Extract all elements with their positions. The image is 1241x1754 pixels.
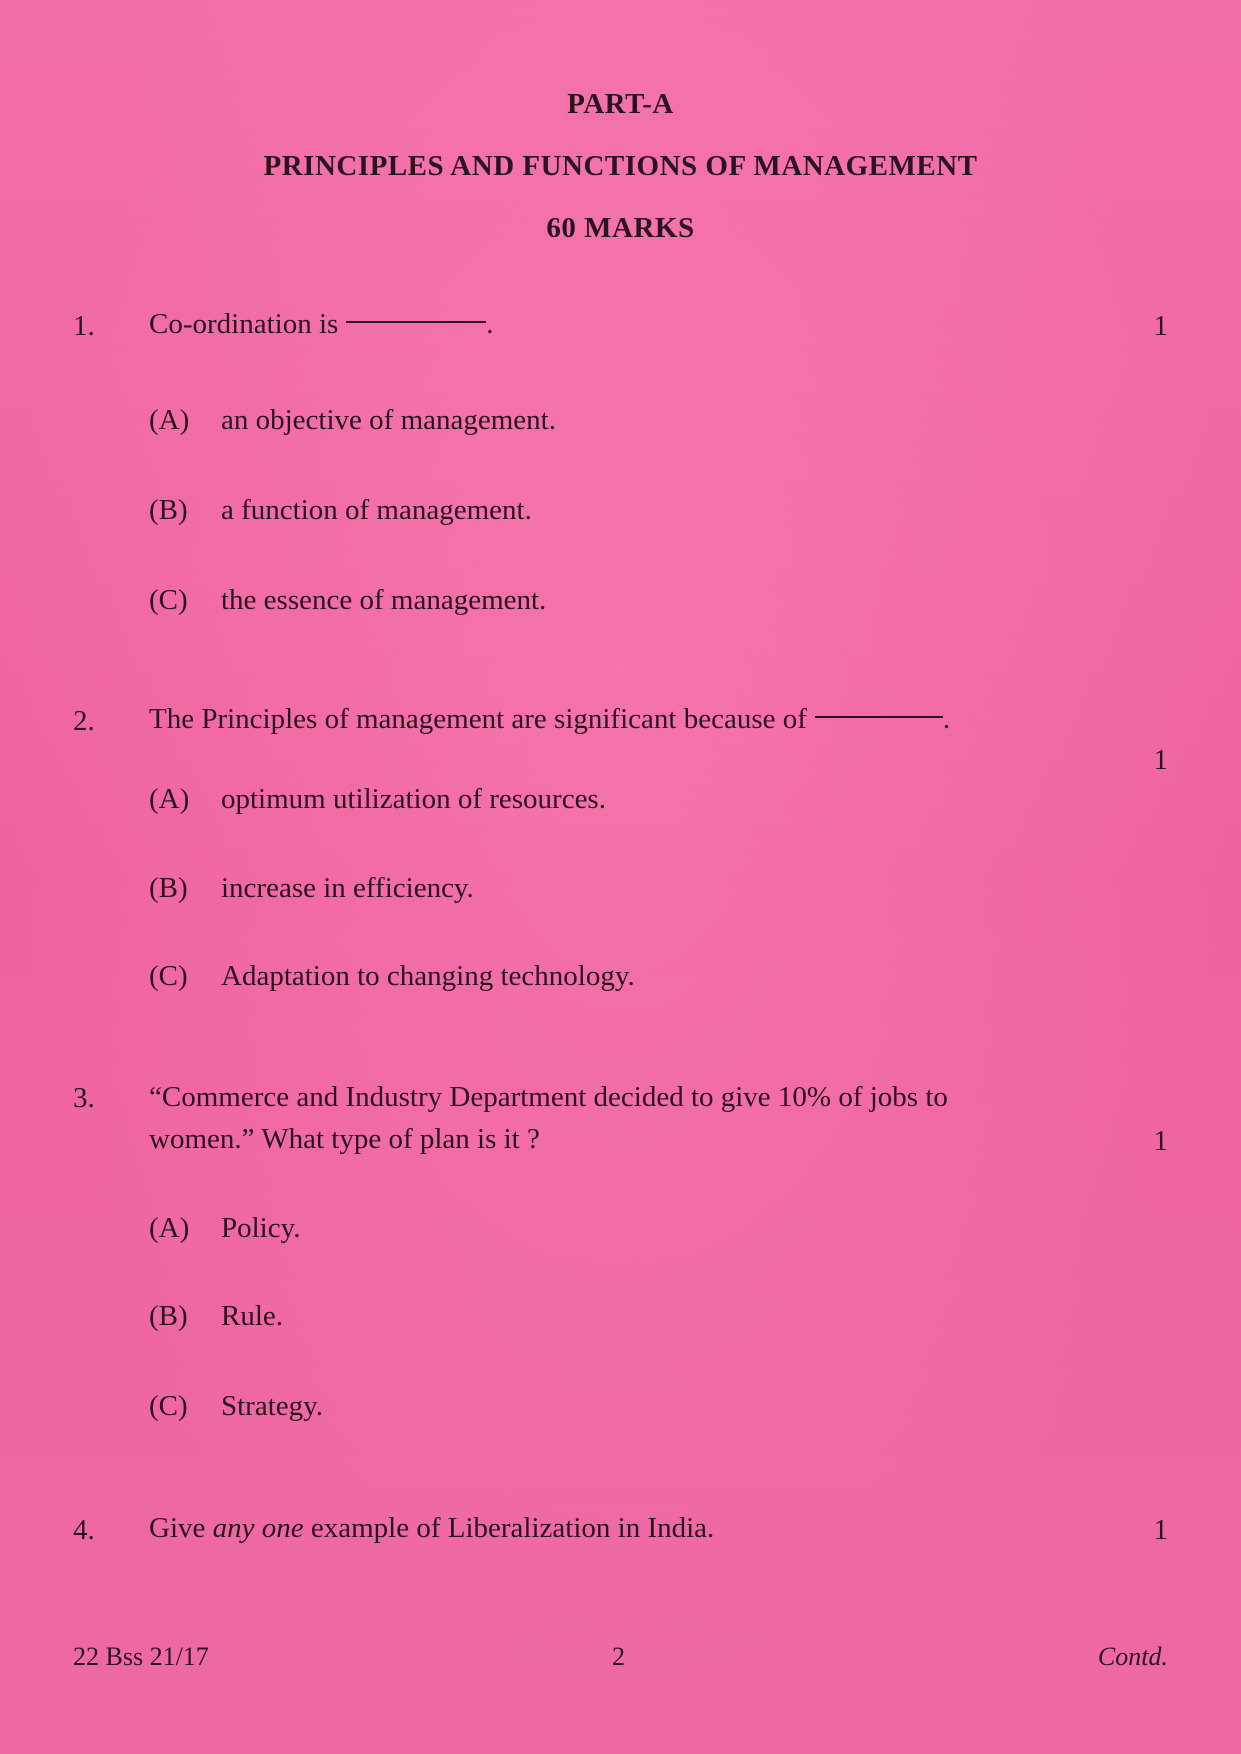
option-letter: (B): [149, 494, 188, 526]
option-b: [149, 1300, 283, 1333]
question-stem: The Principles of management are significant because of: [149, 703, 807, 735]
question-text-pre: Give: [149, 1512, 213, 1544]
option-c: [149, 584, 546, 617]
question-mark: 1: [1153, 1125, 1168, 1157]
question-text: [149, 303, 494, 345]
option-a: [149, 1212, 300, 1245]
option-text: a function of management.: [221, 494, 532, 526]
question-trail: .: [486, 308, 494, 340]
option-c: [149, 960, 635, 993]
page-number: 2: [612, 1642, 625, 1671]
option-c: [149, 1390, 323, 1423]
option-letter: (B): [149, 872, 188, 904]
answer-blank: [346, 321, 486, 323]
question-number: 3.: [73, 1082, 95, 1114]
option-b: [149, 872, 474, 905]
option-letter: (C): [149, 584, 188, 616]
option-text: an objective of management.: [221, 404, 556, 436]
question-number: 4.: [73, 1514, 95, 1546]
question-stem: Co-ordination is: [149, 308, 339, 340]
question-text-emphasis: any one: [212, 1512, 304, 1544]
answer-blank: [815, 716, 943, 718]
question-text-post: example of Liberalization in India.: [303, 1512, 715, 1544]
question-text-line-2: women.” What type of plan is it ?: [149, 1123, 540, 1155]
question-text: [149, 698, 950, 740]
option-a: [149, 783, 606, 816]
option-text: optimum utilization of resources.: [221, 783, 606, 815]
option-text: Adaptation to changing technology.: [221, 960, 635, 992]
option-letter: (C): [149, 960, 188, 992]
part-heading: PART-A: [567, 88, 674, 120]
paper-code: 22 Bss 21/17: [73, 1642, 209, 1671]
section-title: PRINCIPLES AND FUNCTIONS OF MANAGEMENT: [263, 150, 978, 182]
question-text-line-1: “Commerce and Industry Department decided to give 10% of jobs to: [149, 1081, 948, 1113]
option-letter: (C): [149, 1390, 188, 1422]
option-letter: (A): [149, 783, 190, 815]
option-text: Policy.: [221, 1212, 301, 1244]
section-marks: 60 MARKS: [546, 212, 695, 244]
option-letter: (B): [149, 1300, 188, 1332]
option-b: [149, 494, 532, 527]
option-a: [149, 404, 556, 437]
question-number: 2.: [73, 705, 95, 737]
question-mark: 1: [1153, 744, 1168, 776]
question-text: [149, 1507, 714, 1549]
option-text: Strategy.: [221, 1390, 324, 1422]
question-mark: 1: [1153, 1514, 1168, 1546]
continued-label: Contd.: [1097, 1642, 1168, 1671]
question-mark: 1: [1153, 310, 1168, 342]
question-trail: .: [942, 703, 951, 735]
option-letter: (A): [149, 1212, 190, 1244]
question-number: 1.: [73, 310, 95, 342]
option-letter: (A): [149, 404, 190, 436]
option-text: increase in efficiency.: [221, 872, 474, 904]
option-text: the essence of management.: [221, 584, 547, 616]
option-text: Rule.: [221, 1300, 284, 1332]
